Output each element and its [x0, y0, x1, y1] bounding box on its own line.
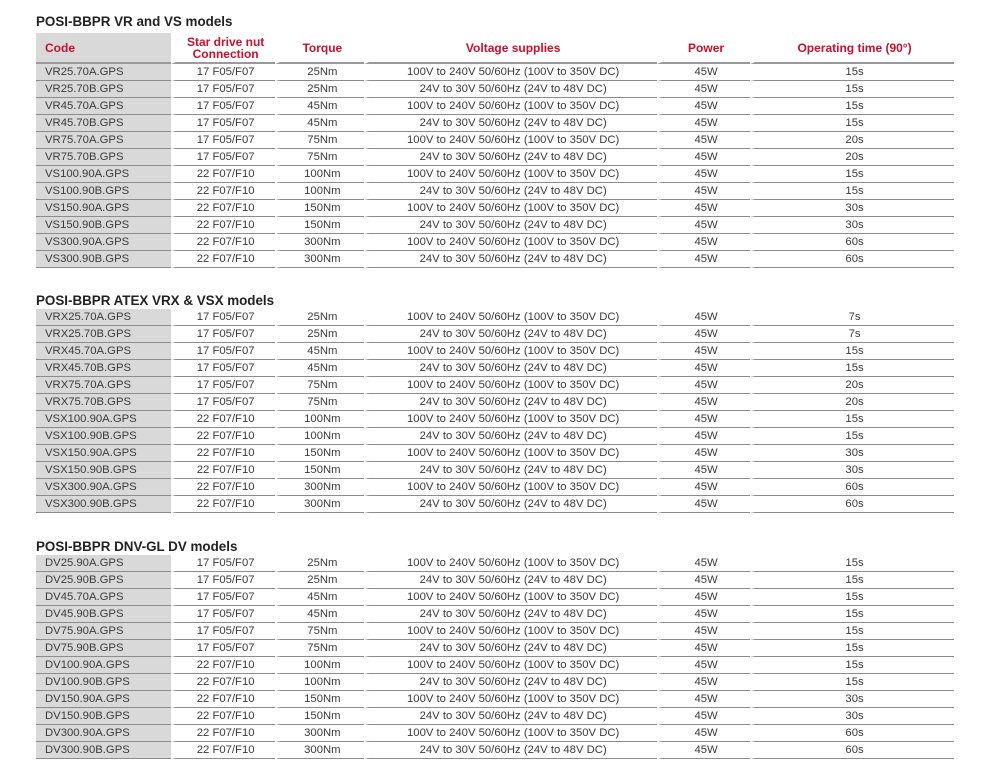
section-atex-vrx-vsx [36, 293, 954, 513]
cell-connection: 17 F05/F07 [171, 640, 276, 657]
table-row [36, 691, 954, 708]
cell-power: 45W [657, 445, 750, 462]
cell-voltage: 24V to 30V 50/60Hz (24V to 48V DC) [364, 640, 657, 657]
cell-operating-time: 15s [750, 428, 954, 445]
cell-torque: 100Nm [275, 166, 364, 183]
cell-connection: 17 F05/F07 [171, 606, 276, 623]
section-title: POSI-BBPR DNV-GL DV models [36, 539, 238, 554]
cell-connection: 17 F05/F07 [171, 343, 276, 360]
table-row [36, 555, 954, 572]
cell-power: 45W [657, 81, 750, 98]
cell-connection: 22 F07/F10 [171, 234, 276, 251]
cell-power: 45W [657, 326, 750, 343]
cell-voltage: 24V to 30V 50/60Hz (24V to 48V DC) [364, 81, 657, 98]
cell-code: DV45.90B.GPS [36, 606, 171, 623]
cell-operating-time: 30s [750, 445, 954, 462]
cell-code: DV25.90A.GPS [36, 555, 171, 572]
cell-operating-time: 20s [750, 132, 954, 149]
table-row [36, 411, 954, 428]
cell-torque: 100Nm [275, 674, 364, 691]
section-dnv-gl-dv [36, 539, 954, 759]
table-row [36, 479, 954, 496]
cell-voltage: 100V to 240V 50/60Hz (100V to 350V DC) [364, 555, 657, 572]
cell-power: 45W [657, 496, 750, 513]
cell-voltage: 100V to 240V 50/60Hz (100V to 350V DC) [364, 98, 657, 115]
cell-torque: 300Nm [275, 479, 364, 496]
table-row [36, 309, 954, 326]
table-row [36, 343, 954, 360]
cell-connection: 17 F05/F07 [171, 360, 276, 377]
cell-torque: 25Nm [275, 309, 364, 326]
cell-connection: 17 F05/F07 [171, 623, 276, 640]
table-row [36, 394, 954, 411]
cell-voltage: 24V to 30V 50/60Hz (24V to 48V DC) [364, 462, 657, 479]
cell-torque: 25Nm [275, 572, 364, 589]
cell-connection: 17 F05/F07 [171, 572, 276, 589]
table-row [36, 725, 954, 742]
cell-power: 45W [657, 200, 750, 217]
cell-torque: 150Nm [275, 708, 364, 725]
cell-power: 45W [657, 589, 750, 606]
cell-connection: 22 F07/F10 [171, 462, 276, 479]
column-header-voltage: Voltage supplies [364, 33, 657, 64]
cell-power: 45W [657, 657, 750, 674]
cell-operating-time: 15s [750, 657, 954, 674]
cell-torque: 300Nm [275, 742, 364, 759]
models-table [36, 309, 954, 513]
cell-voltage: 24V to 30V 50/60Hz (24V to 48V DC) [364, 708, 657, 725]
cell-power: 45W [657, 394, 750, 411]
cell-operating-time: 15s [750, 343, 954, 360]
cell-voltage: 100V to 240V 50/60Hz (100V to 350V DC) [364, 589, 657, 606]
cell-power: 45W [657, 606, 750, 623]
cell-code: VS100.90B.GPS [36, 183, 171, 200]
cell-power: 45W [657, 691, 750, 708]
table-row [36, 115, 954, 132]
cell-torque: 300Nm [275, 234, 364, 251]
cell-connection: 22 F07/F10 [171, 657, 276, 674]
cell-code: VSX300.90B.GPS [36, 496, 171, 513]
cell-torque: 45Nm [275, 606, 364, 623]
table-row [36, 445, 954, 462]
cell-code: VSX300.90A.GPS [36, 479, 171, 496]
table-row [36, 360, 954, 377]
table-row [36, 132, 954, 149]
cell-torque: 45Nm [275, 98, 364, 115]
cell-torque: 75Nm [275, 377, 364, 394]
cell-code: DV150.90A.GPS [36, 691, 171, 708]
cell-voltage: 24V to 30V 50/60Hz (24V to 48V DC) [364, 115, 657, 132]
cell-code: DV75.90B.GPS [36, 640, 171, 657]
cell-voltage: 24V to 30V 50/60Hz (24V to 48V DC) [364, 217, 657, 234]
cell-voltage: 100V to 240V 50/60Hz (100V to 350V DC) [364, 623, 657, 640]
cell-code: VR45.70A.GPS [36, 98, 171, 115]
table-row [36, 98, 954, 115]
cell-operating-time: 30s [750, 462, 954, 479]
cell-torque: 45Nm [275, 115, 364, 132]
cell-operating-time: 15s [750, 411, 954, 428]
cell-operating-time: 30s [750, 708, 954, 725]
section-title: POSI-BBPR ATEX VRX & VSX models [36, 293, 275, 308]
cell-connection: 17 F05/F07 [171, 115, 276, 132]
models-table [36, 555, 954, 759]
column-header-power: Power [657, 33, 750, 64]
cell-code: DV150.90B.GPS [36, 708, 171, 725]
cell-code: VRX45.70B.GPS [36, 360, 171, 377]
table-row [36, 64, 954, 81]
cell-torque: 75Nm [275, 640, 364, 657]
cell-torque: 45Nm [275, 360, 364, 377]
table-row [36, 166, 954, 183]
cell-connection: 22 F07/F10 [171, 217, 276, 234]
cell-torque: 150Nm [275, 200, 364, 217]
cell-operating-time: 7s [750, 326, 954, 343]
cell-connection: 22 F07/F10 [171, 166, 276, 183]
cell-operating-time: 7s [750, 309, 954, 326]
cell-code: VS150.90A.GPS [36, 200, 171, 217]
cell-torque: 75Nm [275, 623, 364, 640]
cell-connection: 17 F05/F07 [171, 64, 276, 81]
cell-operating-time: 15s [750, 166, 954, 183]
column-header-connection-label: Star drive nut Connection [186, 34, 265, 61]
cell-voltage: 24V to 30V 50/60Hz (24V to 48V DC) [364, 394, 657, 411]
cell-power: 45W [657, 343, 750, 360]
cell-power: 45W [657, 674, 750, 691]
table-row [36, 217, 954, 234]
cell-operating-time: 60s [750, 234, 954, 251]
cell-code: VR45.70B.GPS [36, 115, 171, 132]
cell-code: VR75.70B.GPS [36, 149, 171, 166]
cell-torque: 150Nm [275, 462, 364, 479]
cell-code: VRX45.70A.GPS [36, 343, 171, 360]
cell-connection: 22 F07/F10 [171, 496, 276, 513]
cell-operating-time: 30s [750, 691, 954, 708]
cell-torque: 25Nm [275, 64, 364, 81]
cell-connection: 17 F05/F07 [171, 132, 276, 149]
cell-connection: 17 F05/F07 [171, 377, 276, 394]
cell-voltage: 24V to 30V 50/60Hz (24V to 48V DC) [364, 572, 657, 589]
cell-code: VRX75.70B.GPS [36, 394, 171, 411]
cell-power: 45W [657, 725, 750, 742]
cell-torque: 25Nm [275, 81, 364, 98]
cell-torque: 75Nm [275, 149, 364, 166]
cell-power: 45W [657, 742, 750, 759]
cell-code: VRX25.70B.GPS [36, 326, 171, 343]
section-title: POSI-BBPR VR and VS models [36, 14, 233, 29]
cell-power: 45W [657, 462, 750, 479]
cell-torque: 25Nm [275, 555, 364, 572]
cell-power: 45W [657, 251, 750, 268]
cell-power: 45W [657, 411, 750, 428]
cell-connection: 22 F07/F10 [171, 183, 276, 200]
table-row [36, 496, 954, 513]
models-table [36, 33, 954, 268]
cell-connection: 22 F07/F10 [171, 428, 276, 445]
cell-connection: 17 F05/F07 [171, 555, 276, 572]
cell-code: VSX100.90A.GPS [36, 411, 171, 428]
cell-voltage: 100V to 240V 50/60Hz (100V to 350V DC) [364, 64, 657, 81]
cell-power: 45W [657, 98, 750, 115]
cell-connection: 17 F05/F07 [171, 309, 276, 326]
cell-voltage: 24V to 30V 50/60Hz (24V to 48V DC) [364, 674, 657, 691]
cell-code: VS150.90B.GPS [36, 217, 171, 234]
cell-voltage: 24V to 30V 50/60Hz (24V to 48V DC) [364, 149, 657, 166]
cell-code: VSX100.90B.GPS [36, 428, 171, 445]
table-body [36, 555, 954, 759]
cell-operating-time: 15s [750, 606, 954, 623]
cell-code: VSX150.90B.GPS [36, 462, 171, 479]
cell-connection: 22 F07/F10 [171, 708, 276, 725]
table-row [36, 183, 954, 200]
cell-connection: 22 F07/F10 [171, 691, 276, 708]
cell-power: 45W [657, 132, 750, 149]
cell-voltage: 24V to 30V 50/60Hz (24V to 48V DC) [364, 251, 657, 268]
cell-operating-time: 15s [750, 64, 954, 81]
column-header-torque: Torque [275, 33, 364, 64]
cell-voltage: 100V to 240V 50/60Hz (100V to 350V DC) [364, 657, 657, 674]
cell-torque: 100Nm [275, 428, 364, 445]
cell-voltage: 100V to 240V 50/60Hz (100V to 350V DC) [364, 166, 657, 183]
cell-code: DV300.90B.GPS [36, 742, 171, 759]
table-row [36, 742, 954, 759]
cell-voltage: 100V to 240V 50/60Hz (100V to 350V DC) [364, 691, 657, 708]
cell-connection: 22 F07/F10 [171, 674, 276, 691]
table-header-row [36, 33, 954, 64]
cell-voltage: 100V to 240V 50/60Hz (100V to 350V DC) [364, 445, 657, 462]
cell-voltage: 24V to 30V 50/60Hz (24V to 48V DC) [364, 183, 657, 200]
cell-operating-time: 15s [750, 623, 954, 640]
cell-operating-time: 20s [750, 394, 954, 411]
table-row [36, 326, 954, 343]
cell-code: VRX25.70A.GPS [36, 309, 171, 326]
cell-power: 45W [657, 479, 750, 496]
cell-torque: 45Nm [275, 343, 364, 360]
table-row [36, 708, 954, 725]
cell-power: 45W [657, 377, 750, 394]
cell-torque: 100Nm [275, 657, 364, 674]
cell-connection: 17 F05/F07 [171, 98, 276, 115]
cell-voltage: 24V to 30V 50/60Hz (24V to 48V DC) [364, 326, 657, 343]
cell-power: 45W [657, 217, 750, 234]
cell-power: 45W [657, 183, 750, 200]
cell-code: DV100.90B.GPS [36, 674, 171, 691]
table-body [36, 64, 954, 268]
cell-operating-time: 60s [750, 725, 954, 742]
cell-code: DV45.70A.GPS [36, 589, 171, 606]
cell-voltage: 100V to 240V 50/60Hz (100V to 350V DC) [364, 200, 657, 217]
cell-connection: 17 F05/F07 [171, 589, 276, 606]
cell-operating-time: 15s [750, 555, 954, 572]
cell-code: DV25.90B.GPS [36, 572, 171, 589]
cell-operating-time: 15s [750, 674, 954, 691]
table-row [36, 149, 954, 166]
cell-operating-time: 15s [750, 572, 954, 589]
cell-operating-time: 60s [750, 251, 954, 268]
cell-voltage: 100V to 240V 50/60Hz (100V to 350V DC) [364, 377, 657, 394]
cell-connection: 17 F05/F07 [171, 81, 276, 98]
cell-connection: 22 F07/F10 [171, 200, 276, 217]
cell-torque: 100Nm [275, 411, 364, 428]
table-row [36, 589, 954, 606]
cell-connection: 22 F07/F10 [171, 251, 276, 268]
cell-torque: 150Nm [275, 445, 364, 462]
cell-power: 45W [657, 149, 750, 166]
cell-power: 45W [657, 640, 750, 657]
cell-voltage: 100V to 240V 50/60Hz (100V to 350V DC) [364, 479, 657, 496]
table-row [36, 251, 954, 268]
cell-torque: 75Nm [275, 394, 364, 411]
cell-code: VRX75.70A.GPS [36, 377, 171, 394]
cell-operating-time: 60s [750, 479, 954, 496]
cell-connection: 22 F07/F10 [171, 479, 276, 496]
table-row [36, 657, 954, 674]
cell-power: 45W [657, 234, 750, 251]
cell-code: DV100.90A.GPS [36, 657, 171, 674]
table-row [36, 81, 954, 98]
cell-operating-time: 15s [750, 81, 954, 98]
cell-code: VS100.90A.GPS [36, 166, 171, 183]
cell-voltage: 100V to 240V 50/60Hz (100V to 350V DC) [364, 234, 657, 251]
cell-power: 45W [657, 708, 750, 725]
table-row [36, 640, 954, 657]
cell-power: 45W [657, 115, 750, 132]
cell-power: 45W [657, 360, 750, 377]
cell-code: VS300.90B.GPS [36, 251, 171, 268]
cell-code: DV75.90A.GPS [36, 623, 171, 640]
cell-voltage: 100V to 240V 50/60Hz (100V to 350V DC) [364, 725, 657, 742]
cell-operating-time: 20s [750, 377, 954, 394]
cell-operating-time: 20s [750, 149, 954, 166]
cell-voltage: 24V to 30V 50/60Hz (24V to 48V DC) [364, 742, 657, 759]
column-header-code: Code [36, 33, 171, 64]
cell-voltage: 24V to 30V 50/60Hz (24V to 48V DC) [364, 496, 657, 513]
cell-connection: 22 F07/F10 [171, 742, 276, 759]
cell-operating-time: 15s [750, 589, 954, 606]
cell-connection: 22 F07/F10 [171, 445, 276, 462]
cell-operating-time: 15s [750, 360, 954, 377]
cell-code: VR25.70B.GPS [36, 81, 171, 98]
cell-operating-time: 60s [750, 496, 954, 513]
cell-code: VSX150.90A.GPS [36, 445, 171, 462]
cell-voltage: 24V to 30V 50/60Hz (24V to 48V DC) [364, 428, 657, 445]
cell-torque: 300Nm [275, 251, 364, 268]
section-vr-vs [36, 14, 954, 268]
cell-operating-time: 15s [750, 115, 954, 132]
cell-power: 45W [657, 64, 750, 81]
cell-torque: 25Nm [275, 326, 364, 343]
cell-code: VR75.70A.GPS [36, 132, 171, 149]
cell-code: VS300.90A.GPS [36, 234, 171, 251]
cell-connection: 17 F05/F07 [171, 394, 276, 411]
cell-code: DV300.90A.GPS [36, 725, 171, 742]
table-row [36, 623, 954, 640]
table-row [36, 234, 954, 251]
table-row [36, 572, 954, 589]
column-header-connection [171, 33, 276, 64]
cell-operating-time: 15s [750, 640, 954, 657]
column-header-operating-time: Operating time (90°) [750, 33, 954, 64]
cell-torque: 100Nm [275, 183, 364, 200]
cell-operating-time: 15s [750, 98, 954, 115]
table-body [36, 309, 954, 513]
cell-voltage: 100V to 240V 50/60Hz (100V to 350V DC) [364, 343, 657, 360]
cell-power: 45W [657, 572, 750, 589]
cell-connection: 22 F07/F10 [171, 725, 276, 742]
cell-power: 45W [657, 166, 750, 183]
cell-torque: 75Nm [275, 132, 364, 149]
table-row [36, 606, 954, 623]
cell-voltage: 100V to 240V 50/60Hz (100V to 350V DC) [364, 132, 657, 149]
cell-connection: 17 F05/F07 [171, 326, 276, 343]
cell-torque: 150Nm [275, 217, 364, 234]
cell-torque: 150Nm [275, 691, 364, 708]
cell-operating-time: 60s [750, 742, 954, 759]
cell-torque: 300Nm [275, 496, 364, 513]
cell-operating-time: 30s [750, 200, 954, 217]
cell-power: 45W [657, 428, 750, 445]
cell-connection: 22 F07/F10 [171, 411, 276, 428]
table-row [36, 428, 954, 445]
cell-voltage: 100V to 240V 50/60Hz (100V to 350V DC) [364, 411, 657, 428]
cell-power: 45W [657, 555, 750, 572]
cell-voltage: 100V to 240V 50/60Hz (100V to 350V DC) [364, 309, 657, 326]
cell-voltage: 24V to 30V 50/60Hz (24V to 48V DC) [364, 606, 657, 623]
cell-operating-time: 15s [750, 183, 954, 200]
cell-power: 45W [657, 623, 750, 640]
table-row [36, 674, 954, 691]
table-row [36, 462, 954, 479]
cell-power: 45W [657, 309, 750, 326]
cell-torque: 300Nm [275, 725, 364, 742]
cell-operating-time: 30s [750, 217, 954, 234]
table-row [36, 377, 954, 394]
cell-torque: 45Nm [275, 589, 364, 606]
table-row [36, 200, 954, 217]
cell-connection: 17 F05/F07 [171, 149, 276, 166]
cell-voltage: 24V to 30V 50/60Hz (24V to 48V DC) [364, 360, 657, 377]
cell-code: VR25.70A.GPS [36, 64, 171, 81]
